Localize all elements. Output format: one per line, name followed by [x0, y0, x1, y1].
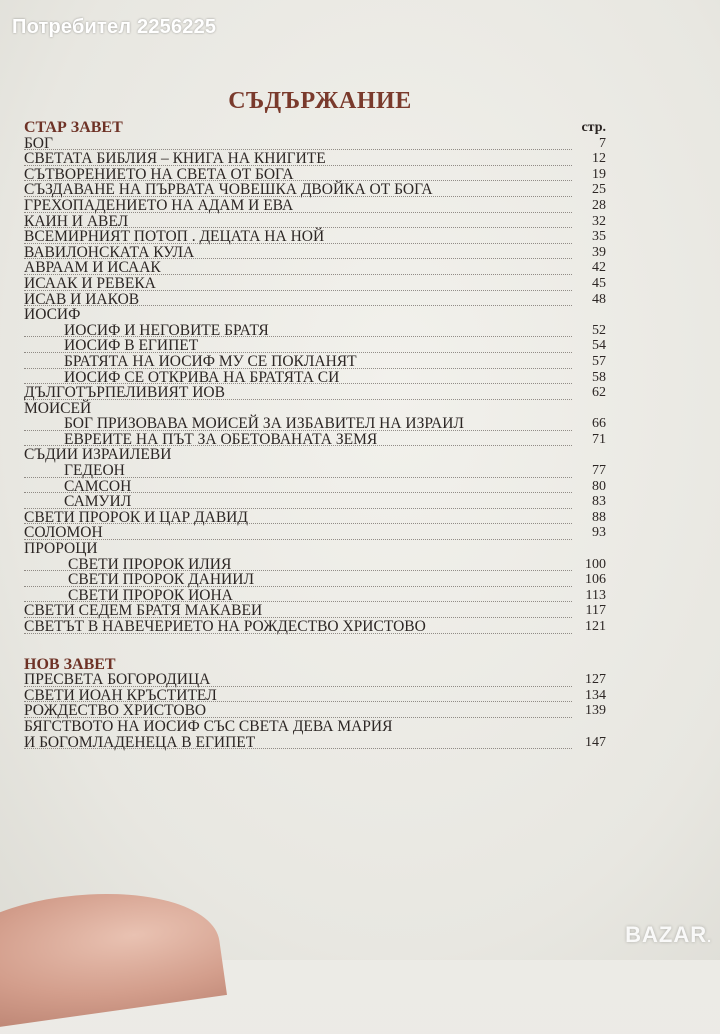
toc-entry: [24, 525, 606, 541]
toc-entry-label: МОИСЕЙ: [24, 399, 92, 417]
toc-entry-page: 35: [592, 229, 606, 245]
toc-entry-label: ГЕДЕОН: [64, 462, 125, 480]
toc-entry-page: 28: [592, 197, 606, 213]
toc-entry-label: СЪТВОРЕНИЕТО НА СВЕТА ОТ БОГА: [24, 165, 294, 183]
toc-entry-label: СВЕТИ СЕДЕМ БРАТЯ МАКАВЕИ: [24, 602, 263, 620]
toc-entry-page: 93: [592, 525, 606, 541]
toc-entry: [24, 338, 606, 354]
toc-entry-page: 83: [592, 494, 606, 510]
toc-entry: [24, 557, 606, 573]
toc-entry: [24, 182, 606, 198]
page-title: СЪДЪРЖАНИЕ: [228, 88, 412, 114]
toc-entry-page: 88: [592, 509, 606, 525]
toc-entry-label: ВСЕМИРНИЯТ ПОТОП . ДЕЦАТА НА НОЙ: [24, 228, 325, 246]
old-testament-entries: [24, 136, 606, 635]
table-of-contents: [24, 120, 606, 750]
toc-entry-label: ПРОРОЦИ: [24, 540, 98, 558]
toc-entry-label: СВЕТИ ПРОРОК ИОНА: [68, 586, 233, 604]
toc-entry-page: 80: [592, 478, 606, 494]
toc-entry-label: САМСОН: [64, 477, 132, 495]
section-heading-label: СТАР ЗАВЕТ: [24, 119, 123, 136]
toc-entry-page: 71: [592, 431, 606, 447]
toc-entry: [24, 672, 606, 688]
toc-entry-page: 39: [592, 244, 606, 260]
page-column-header: стр.: [581, 120, 606, 135]
toc-entry-page: 52: [592, 322, 606, 338]
toc-entry: [24, 260, 606, 276]
toc-entry-label: СВЕТЪТ В НАВЕЧЕРИЕТО НА РОЖДЕСТВО ХРИСТОВО: [24, 618, 426, 635]
toc-entry-page: 147: [585, 734, 606, 750]
user-watermark: Потребител 2256225: [12, 16, 217, 38]
toc-entry: [24, 292, 606, 308]
section-heading-new-testament: [24, 657, 606, 673]
toc-entry-page: 100: [585, 556, 606, 572]
toc-entry-page: 57: [592, 353, 606, 369]
toc-entry: [24, 151, 606, 167]
toc-entry-page: 62: [592, 385, 606, 401]
toc-entry: [24, 510, 606, 526]
toc-entry-page: 117: [585, 603, 606, 619]
toc-entry: [24, 416, 606, 432]
toc-entry: [24, 735, 606, 751]
toc-entry-label: СВЕТАТА БИБЛИЯ – КНИГА НА КНИГИТЕ: [24, 150, 326, 168]
toc-entry-label: САМУИЛ: [64, 493, 132, 511]
toc-entry: [24, 323, 606, 339]
toc-entry-label: СВЕТИ ИОАН КРЪСТИТЕЛ: [24, 686, 217, 704]
toc-entry-label: ИОСИФ И НЕГОВИТЕ БРАТЯ: [64, 321, 269, 339]
toc-entry-label: ПРЕСВЕТА БОГОРОДИЦА: [24, 671, 211, 689]
section-heading-old-testament: [24, 120, 606, 136]
toc-entry-label: БОГ ПРИЗОВАВА МОИСЕЙ ЗА ИЗБАВИТЕЛ НА ИЗРАИЛ: [64, 415, 464, 433]
toc-entry-label: ГРЕХОПАДЕНИЕТО НА АДАМ И ЕВА: [24, 196, 294, 214]
toc-entry-label: СВЕТИ ПРОРОК ИЛИЯ: [68, 555, 232, 573]
toc-entry-label: ИОСИФ: [24, 306, 81, 324]
toc-entry-label: СЪДИИ ИЗРАИЛЕВИ: [24, 446, 172, 464]
toc-entry: [24, 370, 606, 386]
toc-entry-page: 77: [592, 463, 606, 479]
toc-entry: [24, 136, 606, 152]
toc-entry: [24, 354, 606, 370]
toc-entry: [24, 276, 606, 292]
toc-entry: [24, 198, 606, 214]
toc-entry: [24, 719, 606, 735]
toc-entry-label: БРАТЯТА НА ИОСИФ МУ СЕ ПОКЛАНЯТ: [64, 352, 357, 370]
toc-entry-page: 48: [592, 291, 606, 307]
toc-entry: [24, 463, 606, 479]
toc-entry-page: 121: [585, 619, 606, 634]
toc-entry-label: СЪЗДАВАНЕ НА ПЪРВАТА ЧОВЕШКА ДВОЙКА ОТ БОГА: [24, 181, 433, 199]
toc-entry-page: 19: [592, 166, 606, 182]
toc-entry-label: И БОГОМЛАДЕНЕЦА В ЕГИПЕТ: [24, 733, 256, 751]
toc-entry: [24, 385, 606, 401]
toc-entry: [24, 401, 606, 417]
section-heading-label: НОВ ЗАВЕТ: [24, 655, 116, 673]
toc-entry-label: СВЕТИ ПРОРОК ДАНИИЛ: [68, 571, 254, 589]
toc-entry-label: РОЖДЕСТВО ХРИСТОВО: [24, 702, 207, 720]
toc-entry-page: 45: [592, 275, 606, 291]
toc-entry: [24, 494, 606, 510]
toc-entry-page: 12: [592, 151, 606, 167]
toc-entry-label: ИОСИФ СЕ ОТКРИВА НА БРАТЯТА СИ: [64, 368, 340, 386]
toc-entry: [24, 603, 606, 619]
toc-entry: [24, 307, 606, 323]
toc-entry: [24, 447, 606, 463]
toc-entry-label: ИОСИФ В ЕГИПЕТ: [64, 337, 199, 355]
toc-entry-page: 32: [592, 213, 606, 229]
toc-entry-label: ВАВИЛОНСКАТА КУЛА: [24, 243, 195, 261]
toc-entry-label: БЯГСТВОТО НА ИОСИФ СЪС СВЕТА ДЕВА МАРИЯ: [24, 717, 393, 735]
toc-entry: [24, 214, 606, 230]
bazar-logo: BAZAR.: [625, 922, 712, 947]
toc-entry-label: КАИН И АВЕЛ: [24, 212, 129, 230]
toc-entry-label: ДЪЛГОТЪРПЕЛИВИЯТ ИОВ: [24, 384, 225, 402]
toc-entry-page: 42: [592, 260, 606, 276]
toc-entry: [24, 619, 606, 635]
toc-entry-label: СВЕТИ ПРОРОК И ЦАР ДАВИД: [24, 508, 248, 526]
toc-entry-label: ИСААК И РЕВЕКА: [24, 274, 156, 292]
finger: [0, 876, 227, 1034]
toc-entry-page: 66: [592, 416, 606, 432]
toc-entry-label: ИСАВ И ИАКОВ: [24, 290, 140, 308]
toc-entry-page: 106: [585, 572, 606, 588]
toc-entry-page: 25: [592, 182, 606, 198]
toc-entry: [24, 572, 606, 588]
toc-entry-page: 134: [585, 687, 606, 703]
toc-entry-page: 58: [592, 369, 606, 385]
toc-entry: [24, 479, 606, 495]
toc-entry-label: АВРААМ И ИСААК: [24, 259, 161, 277]
toc-entry-page: 54: [592, 338, 606, 354]
toc-entry-label: БОГ: [24, 134, 53, 152]
toc-entry-label: СОЛОМОН: [24, 524, 103, 542]
toc-entry-label: ЕВРЕИТЕ НА ПЪТ ЗА ОБЕТОВАНАТА ЗЕМЯ: [64, 430, 378, 448]
toc-entry: [24, 703, 606, 719]
toc-entry: [24, 229, 606, 245]
toc-entry-page: 139: [585, 703, 606, 719]
toc-entry-page: 113: [585, 587, 606, 603]
toc-entry-page: 127: [585, 672, 606, 688]
toc-entry-page: 7: [599, 135, 606, 151]
toc-entry: [24, 541, 606, 557]
new-testament-entries: [24, 672, 606, 750]
toc-entry: [24, 245, 606, 261]
